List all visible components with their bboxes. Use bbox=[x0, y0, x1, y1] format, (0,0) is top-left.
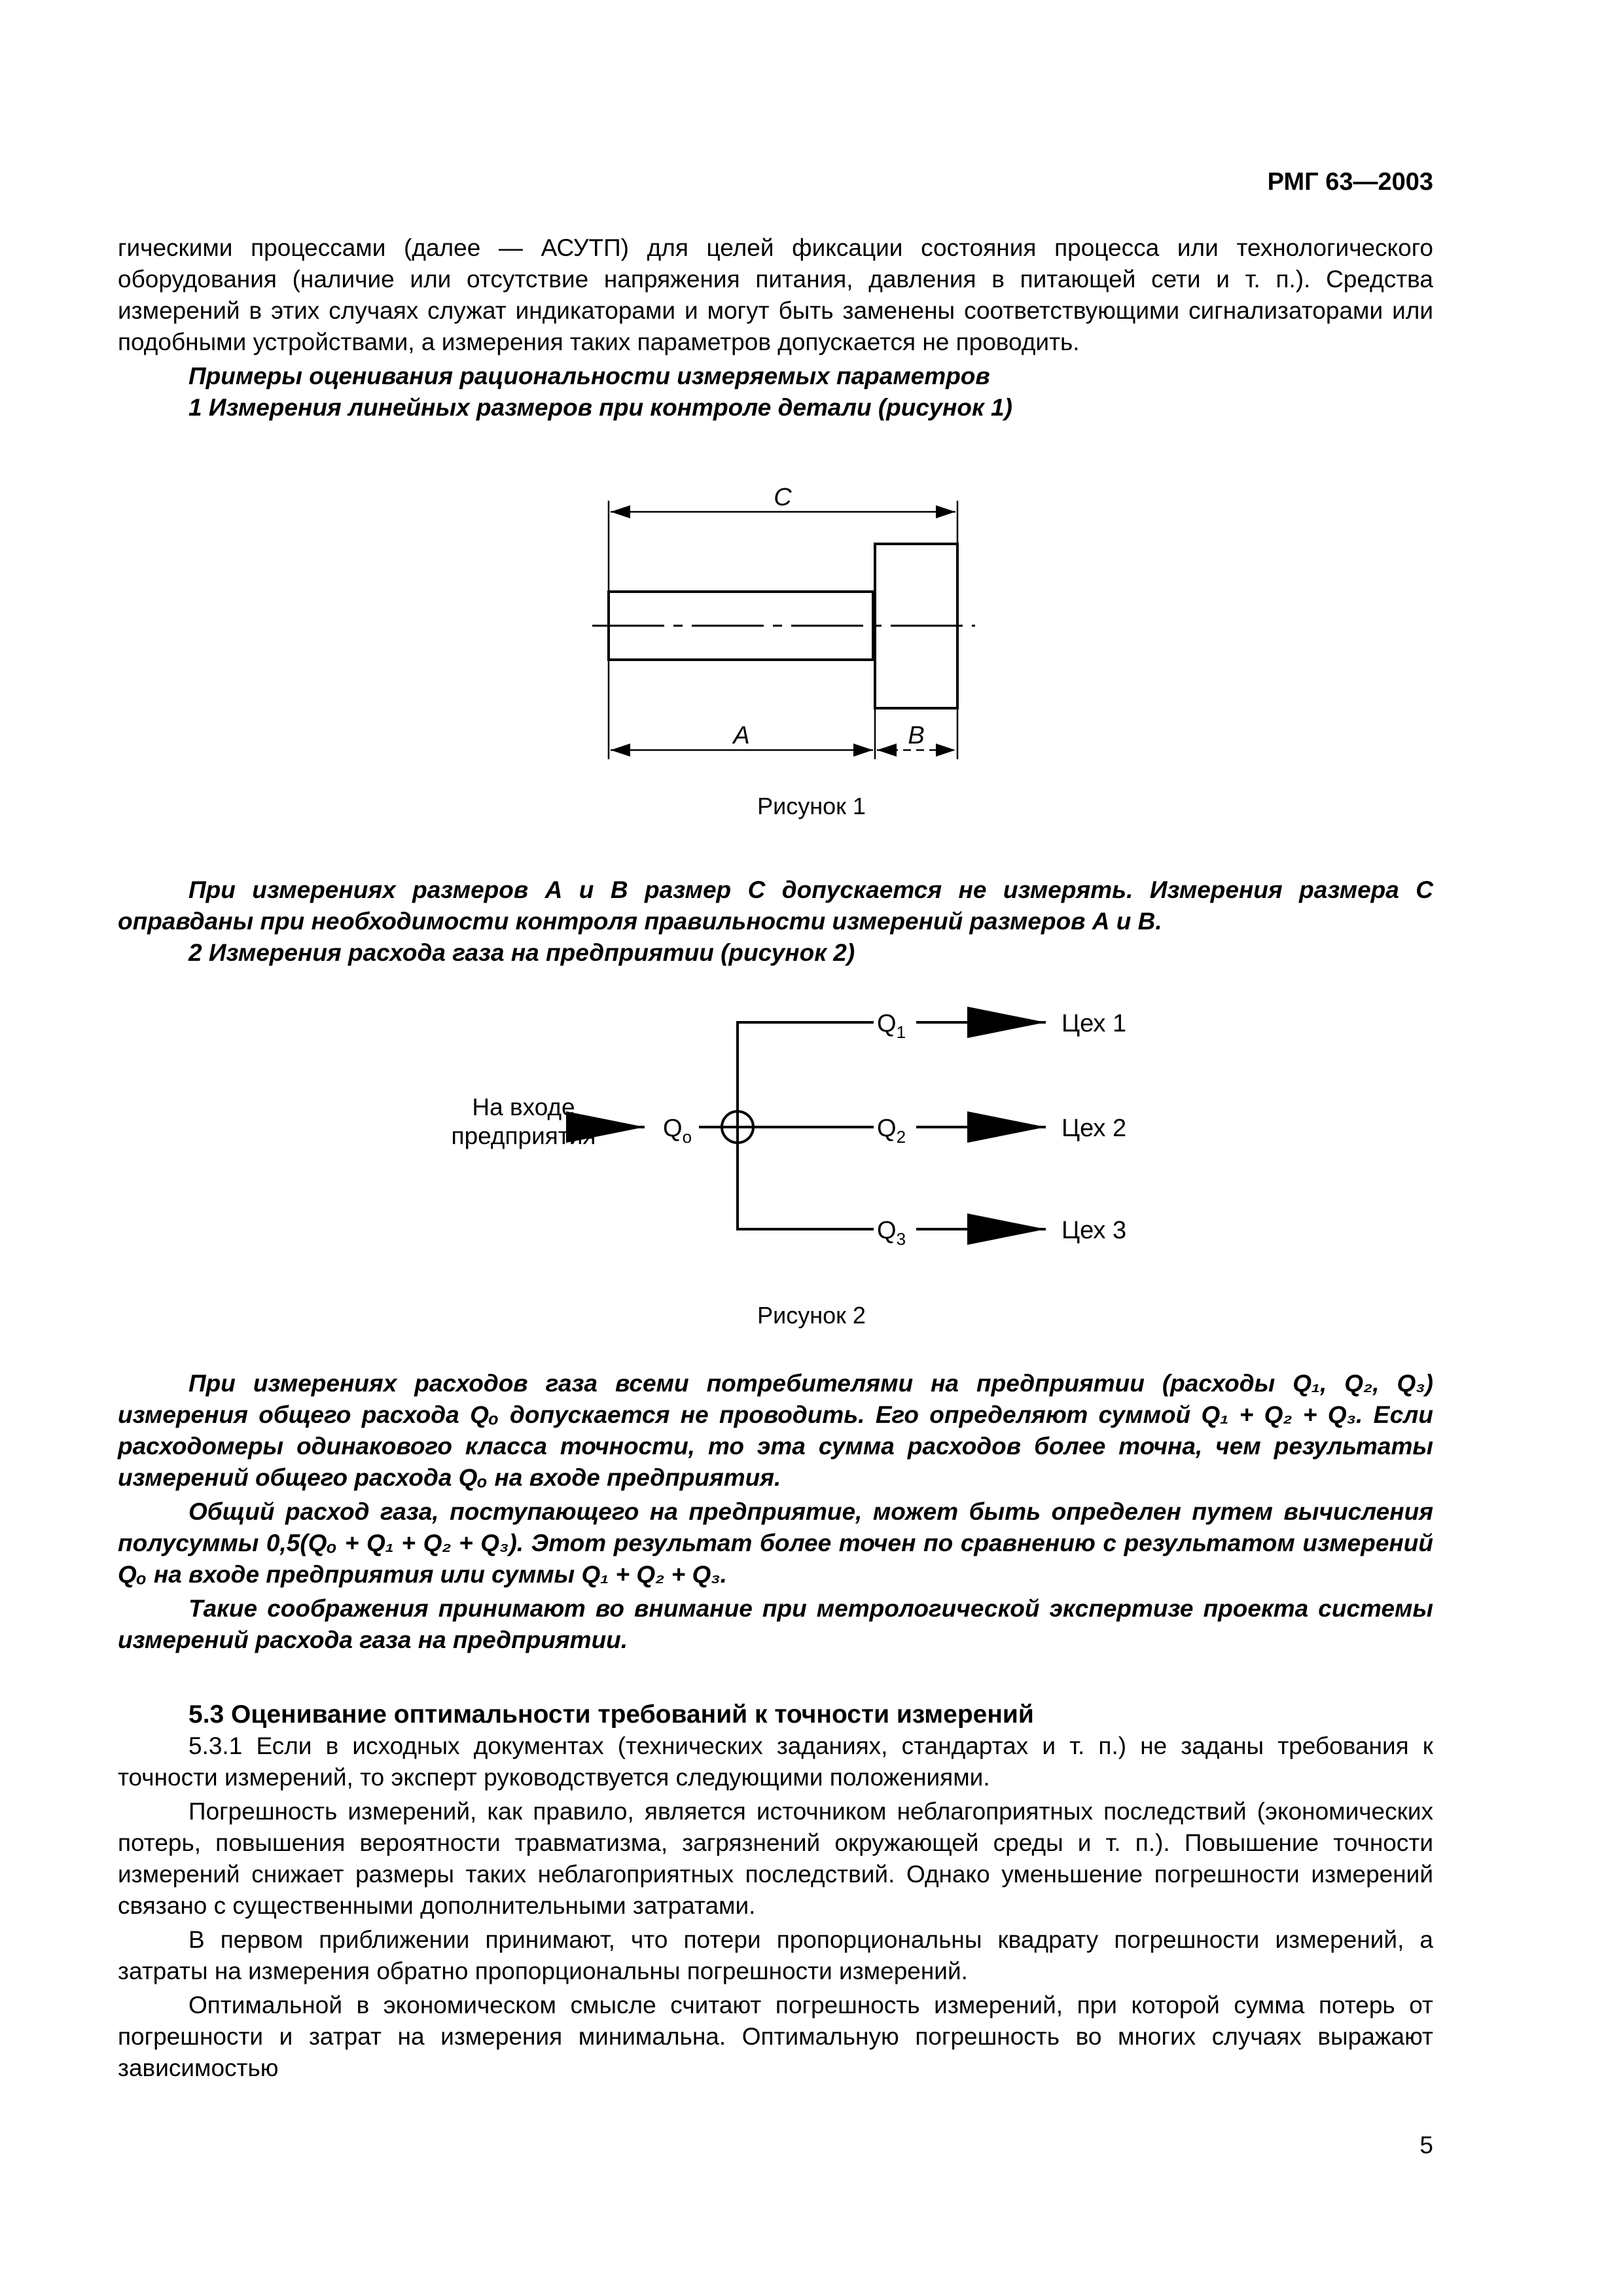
inlet-label-line1: На входе bbox=[472, 1094, 575, 1121]
lower-block bbox=[118, 1368, 1433, 1656]
figure2-explanation-1: При измерениях расходов газа всеми потребителями на предприятии (расходы Q₁, Q₂, Q₃) измерения общего расхода Qₒ допускается не проводить. Его определяют суммой Q₁ + Q₂ + Q₃. Если расходомеры одинакового класса точности, то эта сумма расходов более точна, чем результаты измерений общего расхода Qₒ на входе предприятия. bbox=[118, 1370, 1433, 1491]
dimension-c-label: C bbox=[774, 484, 792, 511]
shop3-label: Цех 3 bbox=[1061, 1217, 1127, 1244]
mid-block bbox=[118, 874, 1433, 969]
q2-label: $Q_2$ bbox=[877, 1115, 906, 1147]
examples-title: Примеры оценивания рациональности измеряемых параметров bbox=[188, 363, 990, 389]
document-code: РМГ 63—2003 bbox=[1267, 168, 1433, 196]
intro-block bbox=[118, 232, 1433, 423]
section-paragraph-1: 5.3.1 Если в исходных документах (технических заданиях, стандартах и т. п.) не заданы требования к точности измерений, то эксперт руководствуется следующими положениями. bbox=[118, 1732, 1433, 1791]
figure1-caption: Рисунок 1 bbox=[757, 793, 866, 819]
figure2-explanation-3: Такие соображения принимают во внимание при метрологической экспертизе проекта системы измерений расхода газа на предприятии. bbox=[118, 1595, 1433, 1653]
figure2-explanation-2: Общий расход газа, поступающего на предприятие, может быть определен путем вычисления полусуммы 0,5(Qₒ + Q₁ + Q₂ + Q₃). Этот результат более точен по сравнению с результатом измерений Qₒ на входе предприятия или суммы Q₁ + Q₂ + Q₃. bbox=[118, 1498, 1433, 1588]
section-paragraph-3: В первом приближении принимают, что потери пропорциональны квадрату погрешности измерений, а затраты на измерения обратно пропорциональны погрешности измерений. bbox=[118, 1926, 1433, 1984]
figure1-explanation: При измерениях размеров А и В размер С допускается не измерять. Измерения размера С оправданы при необходимости контроля правильности измерений размеров А и В. bbox=[118, 876, 1433, 935]
q0-label: $Q_о$ bbox=[663, 1115, 692, 1147]
example2-title: 2 Измерения расхода газа на предприятии (рисунок 2) bbox=[188, 939, 855, 966]
q1-label: $Q_1$ bbox=[877, 1010, 906, 1042]
section-paragraph-2: Погрешность измерений, как правило, является источником неблагоприятных последствий (экономических потерь, повышения вероятности травматизма, загрязнений окружающей среды и т. п.). Повышение точности измерений снижает размеры таких неблагоприятных последствий. Однако уменьшение погрешности измерений связано с существенными дополнительными затратами. bbox=[118, 1798, 1433, 1919]
shop2-label: Цех 2 bbox=[1061, 1115, 1127, 1142]
dimension-b-label: B bbox=[908, 722, 925, 749]
intro-paragraph: гическими процессами (далее — АСУТП) для целей фиксации состояния процесса или технологического оборудования (наличие или отсутствие напряжения питания, давления в питающей сети и т. п.). Средства измерений в этих случаях служат индикаторами и могут быть заменены соответствующими сигнализаторами или подобными устройствами, а измерения таких параметров допускается не проводить. bbox=[118, 234, 1433, 355]
dimension-a-label: A bbox=[733, 722, 750, 749]
section-heading: 5.3 Оценивание оптимальности требований к точности измерений bbox=[188, 1700, 1034, 1729]
figure1-drawing bbox=[0, 484, 1623, 772]
figure2-caption: Рисунок 2 bbox=[757, 1302, 866, 1329]
section-block bbox=[118, 1699, 1433, 2084]
section-paragraph-4: Оптимальной в экономическом смысле считают погрешность измерений, при которой сумма потерь от погрешности и затрат на измерения минимальна. Оптимальную погрешность во многих случаях выражают зависимостью bbox=[118, 1992, 1433, 2081]
figure2-diagram bbox=[0, 982, 1623, 1257]
page-number: 5 bbox=[1419, 2132, 1433, 2159]
inlet-label-line2: предприятия bbox=[451, 1122, 596, 1149]
example1-title: 1 Измерения линейных размеров при контроле детали (рисунок 1) bbox=[188, 394, 1012, 421]
q3-label: $Q_3$ bbox=[877, 1217, 906, 1249]
shop1-label: Цех 1 bbox=[1061, 1010, 1127, 1037]
